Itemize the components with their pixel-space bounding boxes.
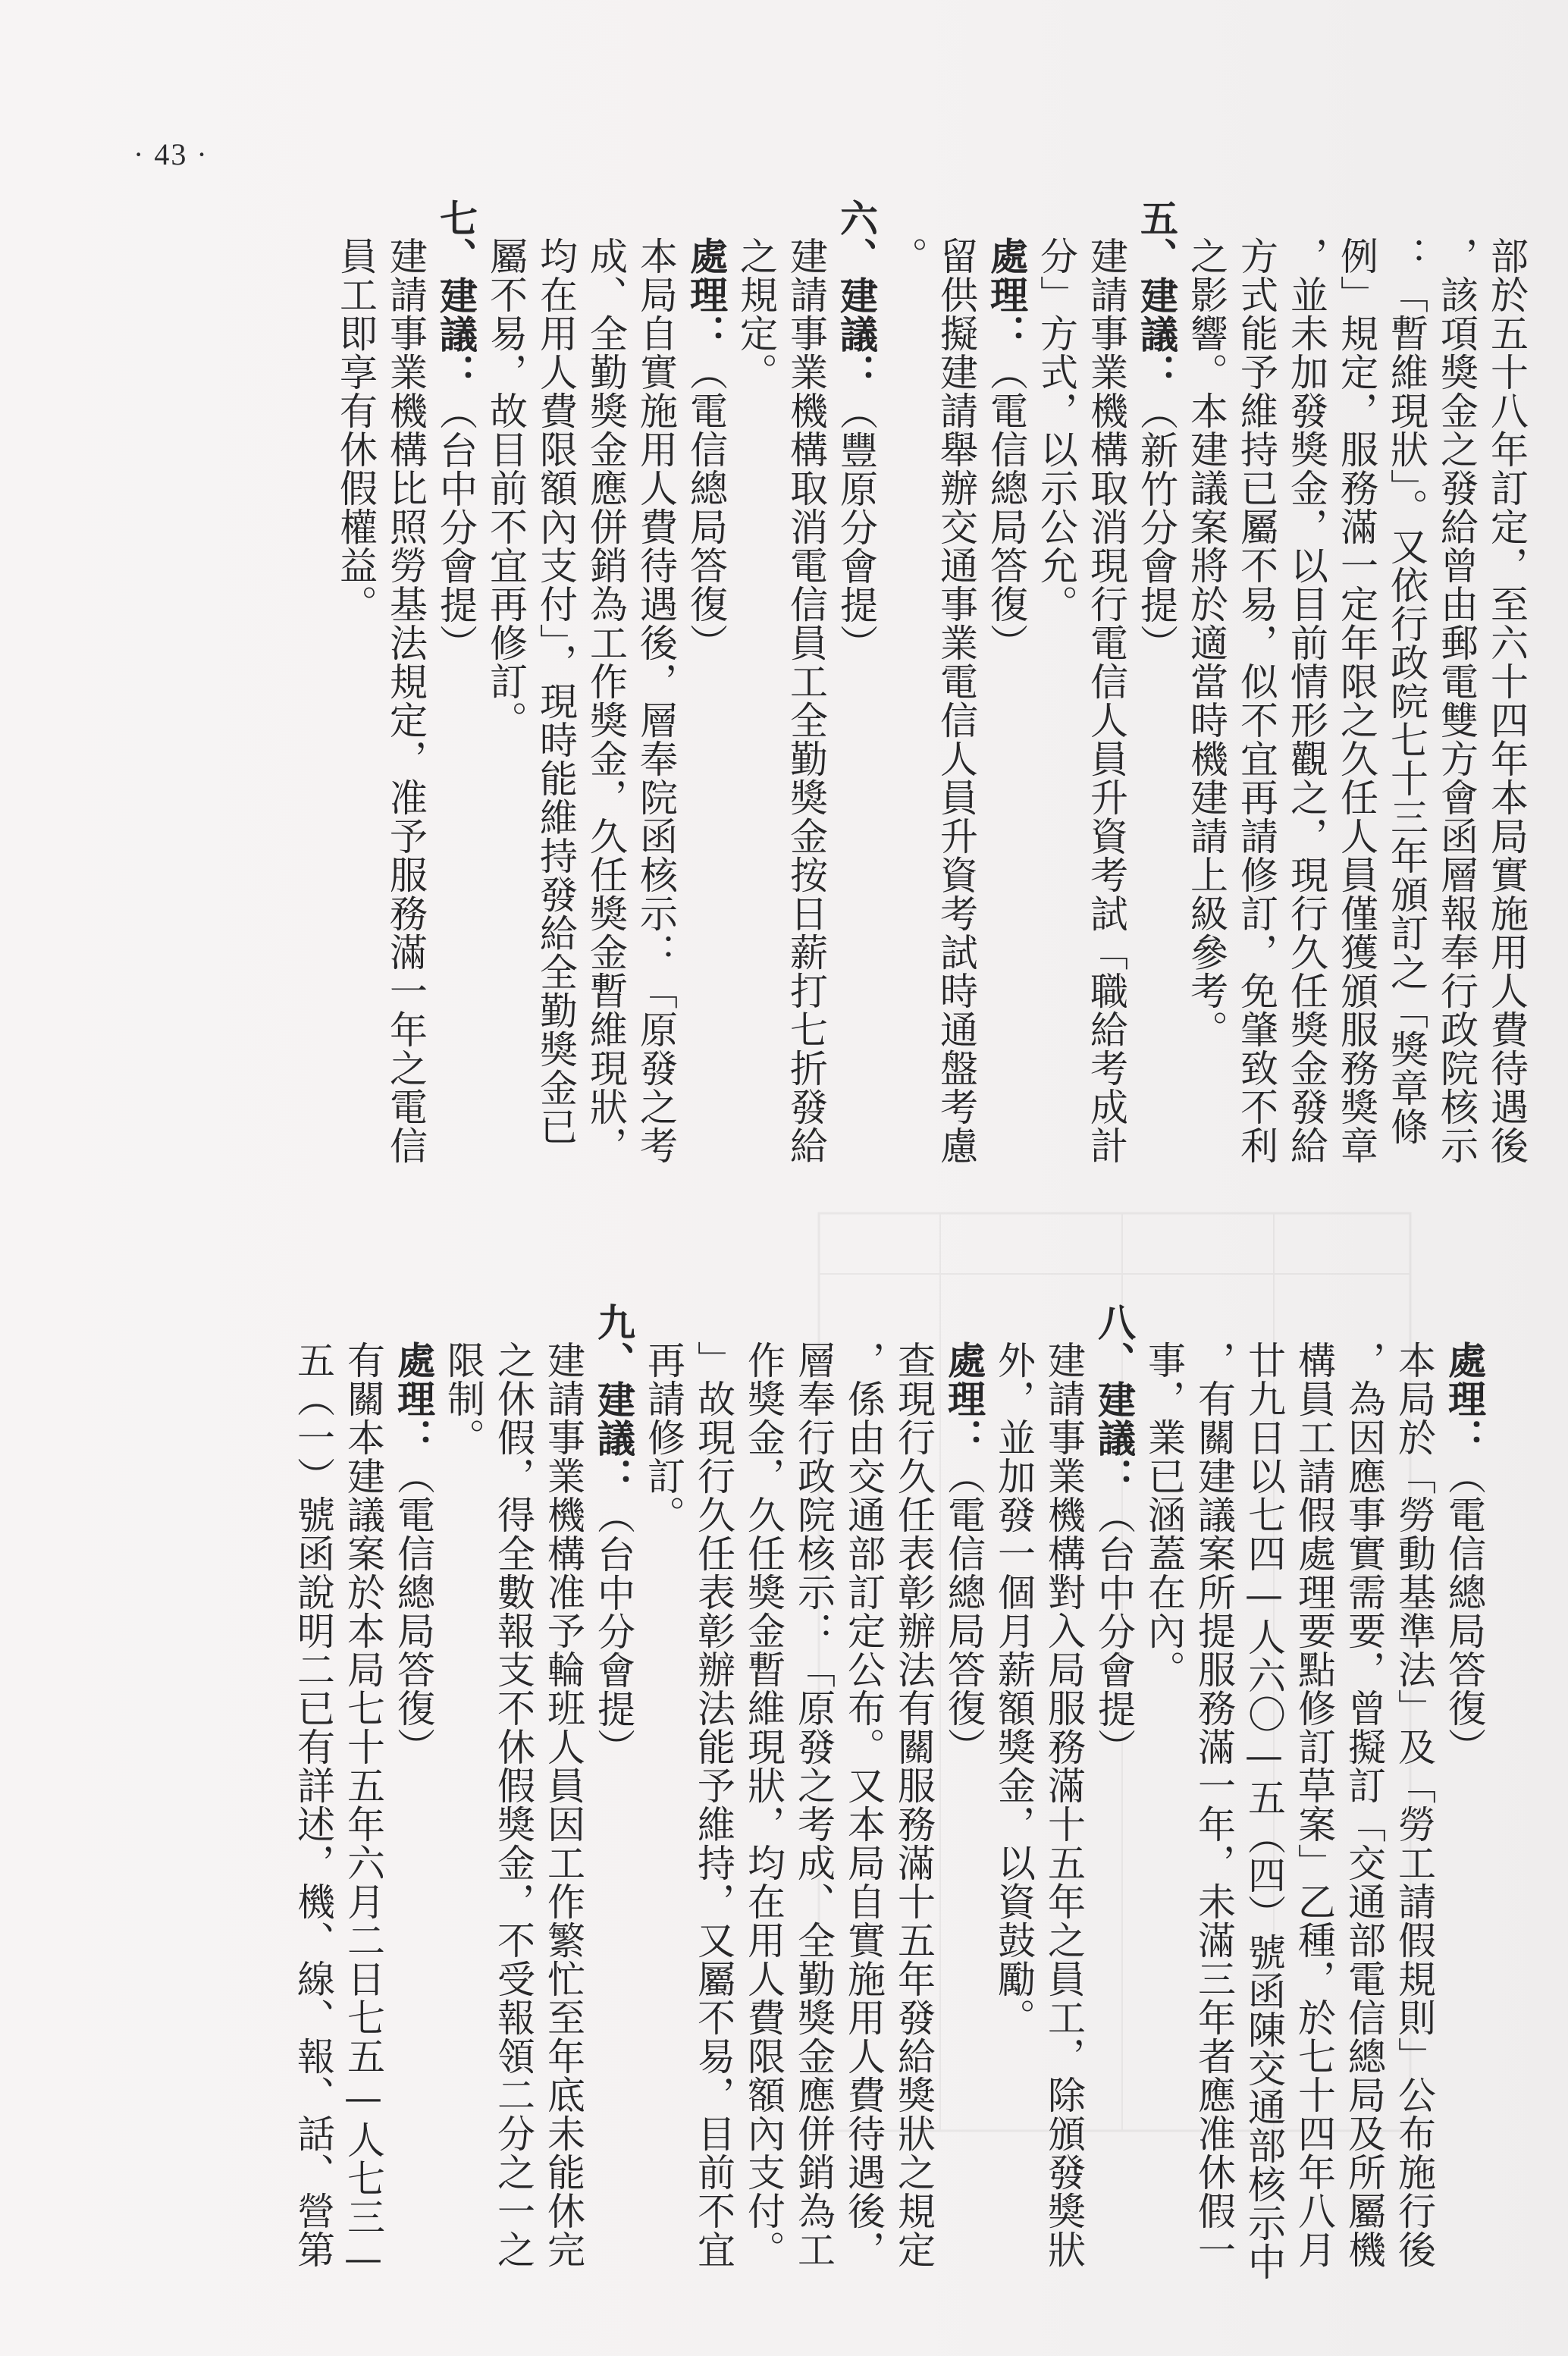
line-text: 留供擬建請舉辦交通事業電信人員升資考試時通盤考慮 xyxy=(934,237,978,1165)
line-text: 之休假，得全數報支不休假獎金，不受報領二分之一之 xyxy=(491,1341,535,2269)
text-line xyxy=(338,1303,388,2319)
text-line xyxy=(1139,1303,1189,2319)
text-line xyxy=(431,199,481,1207)
text-line xyxy=(631,199,681,1207)
bottom-text-block xyxy=(288,1303,1489,2319)
line-text: 建請事業機構取消現行電信人員升資考試「職給考成計 xyxy=(1084,237,1128,1165)
line-text: 例」規定，服務滿一定年限之久任人員僅獲頒服務獎章 xyxy=(1334,237,1378,1165)
line-text: 外，並加發一個月薪額獎金，以資鼓勵。 xyxy=(992,1341,1036,2037)
top-text-block xyxy=(331,199,1532,1207)
text-line xyxy=(381,199,431,1207)
section-heading: 處理： xyxy=(391,1341,436,1457)
section-heading: 五、建議： xyxy=(1134,199,1179,392)
section-heading: 七、建議： xyxy=(434,199,478,392)
section-heading: 處理： xyxy=(1442,1341,1487,1457)
text-line xyxy=(1432,199,1482,1207)
line-text: 廿九日以七四—人六〇—五（四）號函陳交通部核示中 xyxy=(1242,1341,1286,2281)
line-text: 查現行久任表彰辦法有關服務滿十五年發給獎狀之規定 xyxy=(892,1341,936,2269)
line-text: （電信總局答復） xyxy=(984,353,1028,662)
text-line xyxy=(581,199,631,1207)
text-line xyxy=(488,1303,538,2319)
line-text: 五（一）號函說明二已有詳述，機、線、報、話、營第 xyxy=(291,1341,335,2269)
line-text: ，為因應事實需要，曾擬訂「交通部電信總局及所屬機 xyxy=(1342,1341,1386,2269)
line-text: （電信總局答復） xyxy=(1442,1457,1486,1766)
text-line xyxy=(1089,1303,1139,2319)
section-heading: 處理： xyxy=(942,1341,986,1457)
line-text: 建請事業機構取消電信員工全勤獎金按日薪打七折發給 xyxy=(784,237,828,1165)
text-line xyxy=(781,199,831,1207)
line-text: 分」方式，以示公允。 xyxy=(1034,237,1078,623)
section-heading: 九、建議： xyxy=(591,1303,636,1496)
line-text: （電信總局答復） xyxy=(942,1457,986,1766)
text-line xyxy=(1289,1303,1339,2319)
text-line xyxy=(989,1303,1039,2319)
page-number: · 43 · xyxy=(133,137,209,171)
line-text: 屬不易，故目前不宜再修訂。 xyxy=(484,237,528,739)
text-line xyxy=(1031,199,1081,1207)
line-text: 再請修訂。 xyxy=(641,1341,685,1534)
text-line xyxy=(1439,1303,1489,2319)
text-line xyxy=(1039,1303,1089,2319)
text-line xyxy=(1482,199,1532,1207)
section-heading: 處理： xyxy=(684,237,729,353)
text-line xyxy=(388,1303,438,2319)
section-heading: 處理： xyxy=(984,237,1029,353)
line-text: （台中分會提） xyxy=(591,1496,635,1767)
line-text: 部於五十八年訂定，至六十四年本局實施用人費待遇後 xyxy=(1485,237,1529,1165)
text-line xyxy=(531,199,581,1207)
line-text: 構員工請假處理要點修訂草案」乙種，於七十四年八月 xyxy=(1292,1341,1336,2269)
text-line xyxy=(1189,1303,1239,2319)
text-line xyxy=(1331,199,1381,1207)
text-line xyxy=(1181,199,1231,1207)
line-text: （台中分會提） xyxy=(434,392,478,663)
text-line xyxy=(1131,199,1181,1207)
text-line xyxy=(638,1303,688,2319)
line-text: 。 xyxy=(884,237,928,275)
line-text: 本局自實施用人費待遇後，層奉院函核示：「原發之考 xyxy=(634,237,678,1165)
text-line xyxy=(981,199,1031,1207)
line-text: 作獎金，久任獎金暫維現狀，均在用人費限額內支付。 xyxy=(742,1341,786,2269)
line-text: 員工即享有休假權益。 xyxy=(334,237,378,623)
text-line xyxy=(931,199,981,1207)
line-text: ，並未加發獎金，以目前情形觀之，現行久任獎金發給 xyxy=(1284,237,1328,1165)
text-line xyxy=(481,199,531,1207)
line-text: 限制。 xyxy=(441,1341,485,1457)
text-line xyxy=(331,199,381,1207)
line-text: 建請事業機構准予輪班人員因工作繁忙至年底未能休完 xyxy=(541,1341,585,2269)
section-heading: 八、建議： xyxy=(1092,1303,1137,1496)
line-text: 之影響。本建議案將於適當時機建請上級參考。 xyxy=(1184,237,1228,1049)
line-text: ，該項獎金之發給曾由郵電雙方會函層報奉行政院核示 xyxy=(1435,237,1479,1165)
line-text: （台中分會提） xyxy=(1092,1496,1136,1767)
text-line xyxy=(731,199,781,1207)
text-line xyxy=(1339,1303,1389,2319)
text-line xyxy=(1239,1303,1289,2319)
line-text: （電信總局答復） xyxy=(684,353,728,662)
text-line xyxy=(789,1303,839,2319)
text-line xyxy=(538,1303,588,2319)
text-line xyxy=(939,1303,989,2319)
section-heading: 六、建議： xyxy=(834,199,879,392)
line-text: （新竹分會提） xyxy=(1134,392,1178,663)
line-text: 建請事業機構對入局服務滿十五年之員工，除頒發獎狀 xyxy=(1042,1341,1086,2269)
text-line xyxy=(881,199,931,1207)
line-text: 成、全勤獎金應併銷為工作獎金，久任獎金暫維現狀， xyxy=(584,237,628,1165)
text-line xyxy=(1381,199,1432,1207)
line-text: 之規定。 xyxy=(734,237,778,391)
text-line xyxy=(681,199,731,1207)
line-text: 均在用人費限額內支付」，現時能維持發給全勤獎金已 xyxy=(534,237,578,1146)
text-line xyxy=(588,1303,638,2319)
line-text: ，係由交通部訂定公布。又本局自實施用人費待遇後， xyxy=(842,1341,886,2269)
line-text: 方式能予維持已屬不易，似不宜再請修訂，免肇致不利 xyxy=(1234,237,1278,1165)
text-line xyxy=(831,199,881,1207)
text-line xyxy=(1081,199,1131,1207)
line-text: ：「暫維現狀」。又依行政院七十三年頒訂之「獎章條 xyxy=(1385,237,1428,1146)
text-line xyxy=(1231,199,1281,1207)
line-text: 建請事業機構比照勞基法規定，准予服務滿一年之電信 xyxy=(384,237,428,1165)
line-text: 層奉行政院核示：「原發之考成、全勤獎金應併銷為工 xyxy=(792,1341,836,2269)
text-line xyxy=(688,1303,739,2319)
text-line xyxy=(1281,199,1331,1207)
text-line xyxy=(839,1303,889,2319)
text-line xyxy=(739,1303,789,2319)
line-text: （電信總局答復） xyxy=(391,1457,435,1766)
text-line xyxy=(288,1303,338,2319)
text-line xyxy=(889,1303,939,2319)
line-text: 本局於「勞動基準法」及「勞工請假規則」公布施行後 xyxy=(1392,1341,1436,2269)
line-text: （豐原分會提） xyxy=(834,392,878,663)
line-text: ，有關建議案所提服務滿一年，未滿三年者應准休假一 xyxy=(1192,1341,1236,2269)
text-line xyxy=(1389,1303,1439,2319)
text-line xyxy=(438,1303,488,2319)
line-text: 事，業已涵蓋在內。 xyxy=(1142,1341,1186,1689)
line-text: 」故現行久任表彰辦法能予維持，又屬不易，目前不宜 xyxy=(691,1341,735,2269)
line-text: 有關本建議案於本局七十五年六月二日七五—人七三— xyxy=(341,1341,385,2281)
